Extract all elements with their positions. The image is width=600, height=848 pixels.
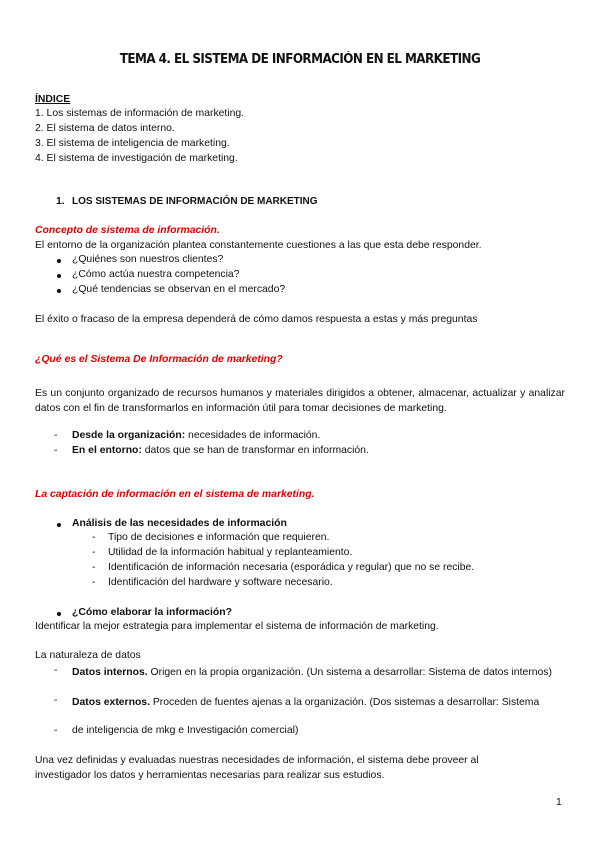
index-item: 1. Los sistemas de información de marketing. (35, 108, 245, 119)
elaborate-text: Identificar la mejor estrategia para implementar el sistema de información de marketing. (35, 621, 439, 632)
needs-item: Identificación del hardware y software necesario. (108, 577, 333, 588)
perspective-text: necesidades de información. (185, 430, 321, 441)
bullet (57, 289, 61, 293)
dash-marker: - (54, 430, 58, 441)
index-heading: ÍNDICE (35, 94, 71, 105)
bullet (57, 612, 61, 616)
data-external-text: Proceden de fuentes ajenas a la organización. (Dos sistemas a desarrollar: Sistema (149, 697, 540, 708)
success-text: El éxito o fracaso de la empresa dependerá de cómo damos respuesta a estas y más preguntas (35, 314, 478, 325)
needs-item: Utilidad de la información habitual y replanteamiento. (108, 547, 353, 558)
question-item: ¿Qué tendencias se observan en el mercado? (72, 284, 286, 295)
perspective-item (72, 445, 369, 456)
section-heading: LOS SISTEMAS DE INFORMACIÓN DE MARKETING (72, 196, 318, 207)
closing-text: Una vez definidas y evaluadas nuestras necesidades de información, el sistema debe proveer al (35, 755, 479, 766)
needs-item: Tipo de decisiones e información que requieren. (108, 532, 330, 543)
data-internal-item (72, 665, 565, 680)
closing-text: investigador los datos y herramientas necesarias para realizar sus estudios. (35, 770, 385, 781)
data-internal-text: Origen en la propia organización. (Un sistema a desarrollar: Sistema de datos internos) (147, 667, 552, 678)
intro-text: El entorno de la organización plantea constantemente cuestiones a las que esta debe responder. (35, 240, 482, 251)
dash-marker: - (54, 445, 58, 456)
needs-heading: Análisis de las necesidades de información (72, 518, 287, 529)
elaborate-heading: ¿Cómo elaborar la información? (72, 607, 232, 618)
index-item: 3. El sistema de inteligencia de marketing. (35, 138, 230, 149)
page-number: 1 (556, 797, 562, 808)
question-item: ¿Quiénes son nuestros clientes? (72, 254, 224, 265)
data-external-item (72, 695, 565, 710)
bullet (57, 523, 61, 527)
data-internal-label: Datos internos. (72, 667, 148, 678)
dash-marker: - (54, 665, 58, 676)
index-item: 4. El sistema de investigación de marketing. (35, 153, 238, 164)
sim-definition: Es un conjunto organizado de recursos humanos y materiales dirigidos a obtener, almacenar, actualizar y analizar datos con el fin de transformarlos en información útil para tomar decisiones de marketing. (35, 388, 565, 414)
perspective-text: datos que se han de transformar en información. (141, 445, 369, 456)
concept-heading: Concepto de sistema de información. (35, 225, 220, 236)
index-item: 2. El sistema de datos interno. (35, 123, 175, 134)
bullet (57, 259, 61, 263)
needs-item: Identificación de información necesaria (esporádica y regular) que no se recibe. (108, 562, 475, 573)
data-external-label: Datos externos. (72, 697, 150, 708)
dash-marker: - (92, 547, 96, 558)
dash-marker: - (92, 532, 96, 543)
dash-marker: - (92, 577, 96, 588)
perspective-label: En el entorno: (72, 445, 142, 456)
perspective-label: Desde la organización: (72, 430, 186, 441)
page-title: TEMA 4. EL SISTEMA DE INFORMACIÓN EN EL MARKETING (119, 52, 481, 67)
question-item: ¿Cómo actúa nuestra competencia? (72, 269, 240, 280)
capture-heading: La captación de información en el sistema de marketing. (35, 489, 315, 500)
bullet (57, 274, 61, 278)
dash-marker: - (54, 725, 58, 736)
dash-marker: - (92, 562, 96, 573)
nature-heading: La naturaleza de datos (35, 650, 141, 661)
perspective-item (72, 430, 320, 441)
sim-heading: ¿Qué es el Sistema De Información de marketing? (35, 354, 283, 365)
section-number: 1. (56, 196, 65, 207)
dash-marker: - (54, 695, 58, 706)
data-external-cont: de inteligencia de mkg e Investigación comercial) (72, 725, 299, 736)
